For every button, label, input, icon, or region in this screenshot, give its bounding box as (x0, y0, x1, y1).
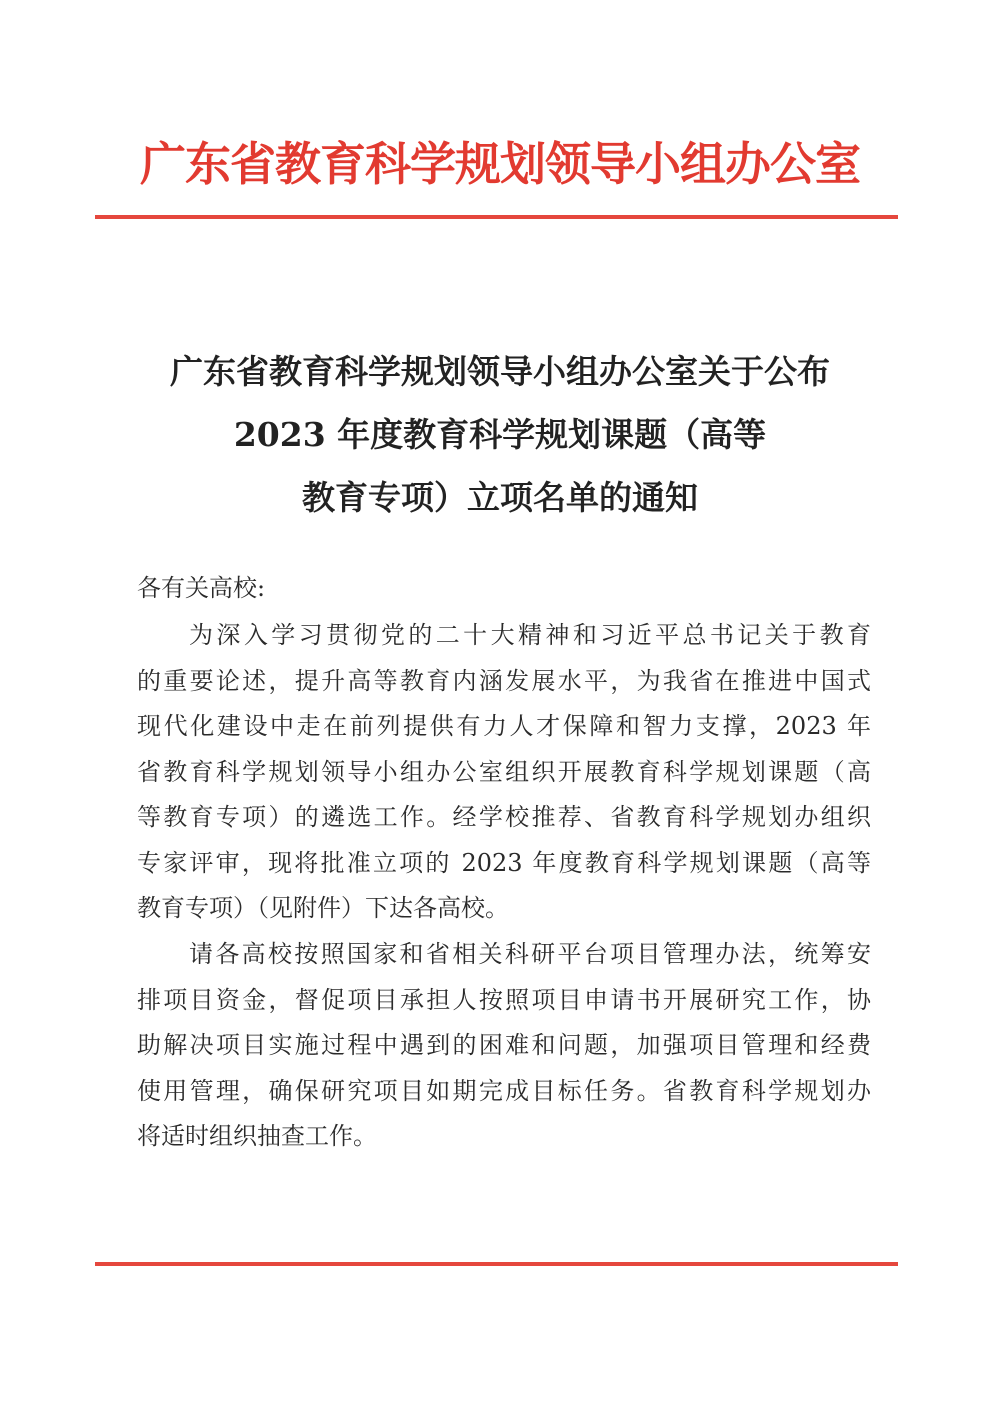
paragraph-line: 教育专项）（见附件）下达各高校。 (137, 894, 509, 922)
paragraph-line: 专家评审，现将批准立项的 2023 年度教育科学规划课题（高等 (137, 848, 871, 877)
letterhead-organization: 广东省教育科学规划领导小组办公室 (140, 137, 860, 191)
title-line: 2023 年度教育科学规划课题（高等 (233, 415, 767, 454)
paragraph-2 (137, 932, 871, 1160)
paragraph-line: 现代化建设中走在前列提供有力人才保障和智力支撑，2023 年 (137, 712, 871, 740)
paragraph-line: 等教育专项）的遴选工作。经学校推荐、省教育科学规划办组织 (137, 803, 871, 831)
letterhead-red-rule (95, 215, 898, 219)
paragraph-line: 排项目资金，督促项目承担人按照项目申请书开展研究工作，协 (137, 985, 871, 1014)
paragraph-line: 请各高校按照国家和省相关科研平台项目管理办法，统筹安 (189, 940, 871, 968)
paragraph-line: 助解决项目实施过程中遇到的困难和问题，加强项目管理和经费 (137, 1031, 871, 1059)
footer-red-rule (95, 1262, 898, 1266)
title-line: 广东省教育科学规划领导小组办公室关于公布 (170, 352, 830, 391)
paragraph-line: 使用管理，确保研究项目如期完成目标任务。省教育科学规划办 (137, 1076, 871, 1105)
paragraph-line: 省教育科学规划领导小组办公室组织开展教育科学规划课题（高 (137, 757, 871, 786)
paragraph-line: 将适时组织抽查工作。 (137, 1122, 377, 1150)
paragraph-line: 的重要论述，提升高等教育内涵发展水平，为我省在推进中国式 (137, 666, 871, 695)
document-title (0, 340, 1000, 529)
salutation: 各有关高校: (137, 574, 266, 602)
title-line: 教育专项）立项名单的通知 (302, 478, 698, 517)
paragraph-line: 为深入学习贯彻党的二十大精神和习近平总书记关于教育 (189, 621, 871, 649)
paragraph-1 (137, 613, 871, 932)
